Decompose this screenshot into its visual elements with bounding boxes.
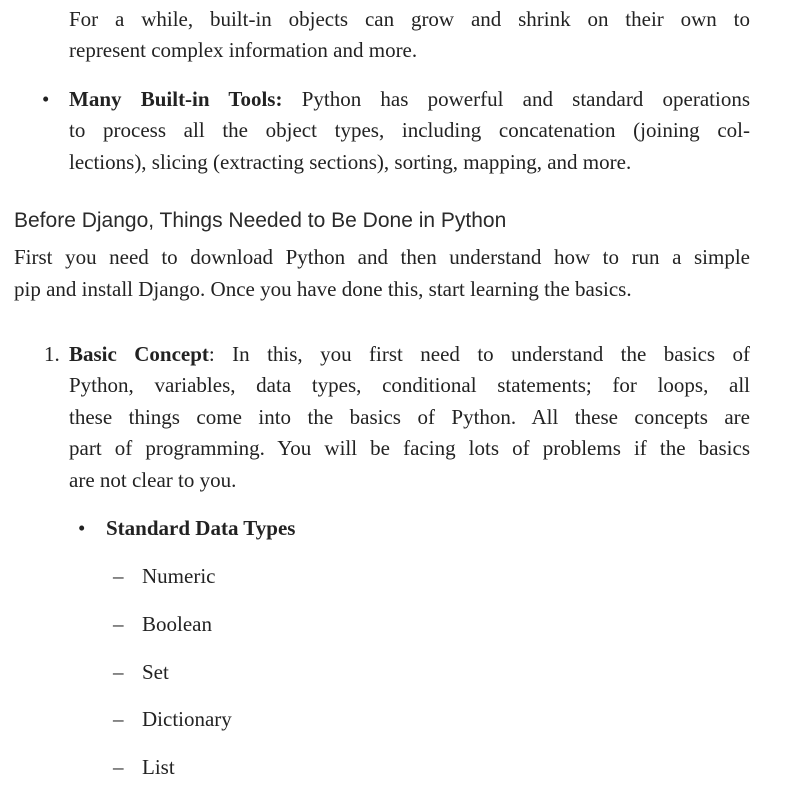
bullet-marker: • xyxy=(42,87,50,111)
data-types-marker: • xyxy=(78,516,86,540)
tools-line-3: lections), slicing (extracting sections), sorting, mapping, and more. xyxy=(69,150,632,174)
list-item-label: Numeric xyxy=(142,564,216,588)
section-heading: Before Django, Things Needed to Be Done in Python xyxy=(14,209,507,232)
list-item-label: Dictionary xyxy=(142,707,232,731)
dash-marker: – xyxy=(113,755,124,779)
section-paragraph-line-1: First you need to download Python and then understand how to run a simple xyxy=(14,245,750,269)
intro-line-1: For a while, built-in objects can grow and shrink on their own to xyxy=(69,7,750,31)
data-types-heading: Standard Data Types xyxy=(106,516,296,540)
dash-marker: – xyxy=(113,564,124,588)
dash-marker: – xyxy=(113,707,124,731)
numbered-line-3: these things come into the basics of Python. All these concepts are xyxy=(69,405,750,429)
numbered-heading: Basic Concept xyxy=(69,342,209,366)
tools-line-2: to process all the object types, including concatenation (joining col- xyxy=(69,118,750,142)
section-paragraph-line-2: pip and install Django. Once you have done this, start learning the basics. xyxy=(14,277,632,301)
tools-line-1-text: Python has powerful and standard operations xyxy=(282,87,750,111)
numbered-line-2: Python, variables, data types, conditional statements; for loops, all xyxy=(69,373,750,397)
tools-line-1 xyxy=(69,86,750,112)
numbered-line-5: are not clear to you. xyxy=(69,468,237,492)
numbered-line-1-text: : In this, you first need to understand the basics of xyxy=(208,342,750,366)
list-item-label: Boolean xyxy=(142,612,212,636)
list-item-label: Set xyxy=(142,660,169,684)
numbered-marker: 1. xyxy=(44,342,60,366)
dash-marker: – xyxy=(113,660,124,684)
numbered-line-1 xyxy=(69,341,750,367)
intro-line-2: represent complex information and more. xyxy=(69,38,418,62)
numbered-line-4: part of programming. You will be facing lots of problems if the basics xyxy=(69,436,750,460)
dash-marker: – xyxy=(113,612,124,636)
tools-heading: Many Built-in Tools: xyxy=(69,87,283,111)
list-item-label: List xyxy=(142,755,175,779)
